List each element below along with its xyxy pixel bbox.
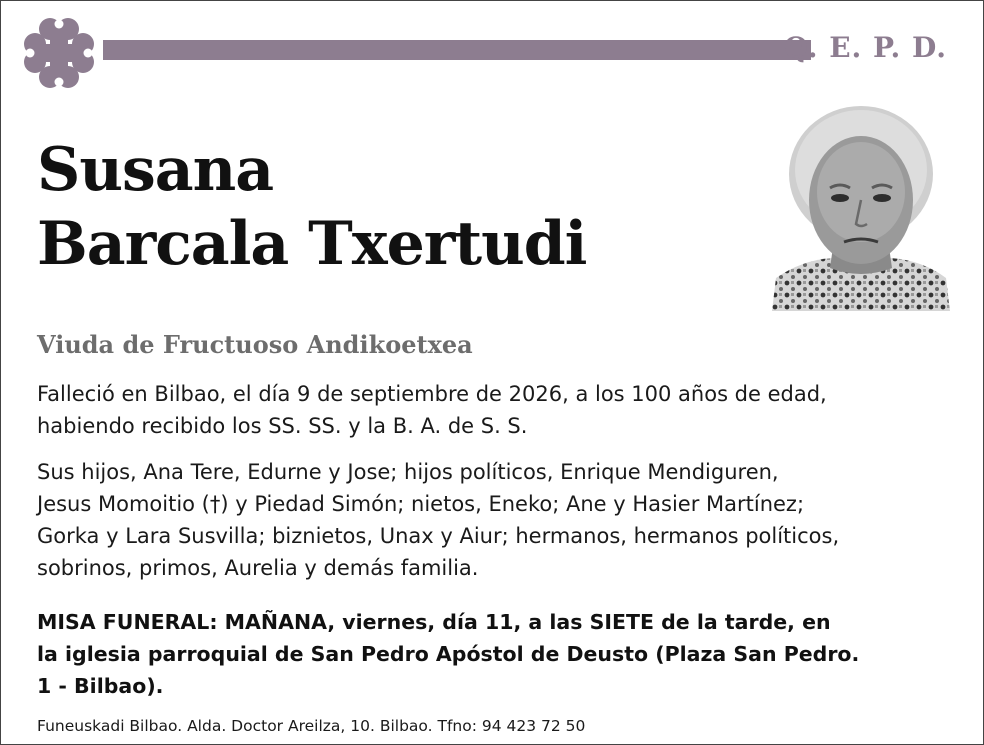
mass-line: MISA FUNERAL: MAÑANA, viernes, día 11, a las SIETE de la tarde, en (37, 610, 831, 634)
death-line: habiendo recibido los SS. SS. y la B. A. de S. S. (37, 414, 528, 438)
family-line: Sus hijos, Ana Tere, Edurne y Jose; hijos políticos, Enrique Mendiguren, (37, 460, 779, 484)
funeral-mass-info (37, 606, 957, 702)
qepd-heading: Q. E. P. D. (783, 31, 947, 64)
deceased-name (37, 133, 586, 281)
death-announcement (37, 378, 957, 442)
name-surnames: Barcala Txertudi (37, 209, 587, 279)
widow-of-line: Viuda de Fructuoso Andikoetxea (37, 330, 473, 359)
family-line: Jesus Momoitio (†) y Piedad Simón; nietos, Eneko; Ane y Hasier Martínez; (37, 492, 805, 516)
mass-line: 1 - Bilbao). (37, 674, 164, 698)
family-line: Gorka y Lara Susvilla; biznietos, Unax y Aiur; hermanos, hermanos políticos, (37, 524, 840, 548)
lauburu-icon (19, 13, 99, 93)
mass-line: la iglesia parroquial de San Pedro Apóstol de Deusto (Plaza San Pedro. (37, 642, 860, 666)
family-list (37, 456, 957, 584)
death-line: Falleció en Bilbao, el día 9 de septiembre de 2026, a los 100 años de edad, (37, 382, 827, 406)
name-first: Susana (37, 135, 274, 205)
funeral-home-contact: Funeuskadi Bilbao. Alda. Doctor Areilza, 10. Bilbao. Tfno: 94 423 72 50 (37, 717, 586, 735)
header-bar (103, 40, 811, 60)
family-line: sobrinos, primos, Aurelia y demás familia. (37, 556, 479, 580)
portrait-photo (772, 100, 950, 311)
